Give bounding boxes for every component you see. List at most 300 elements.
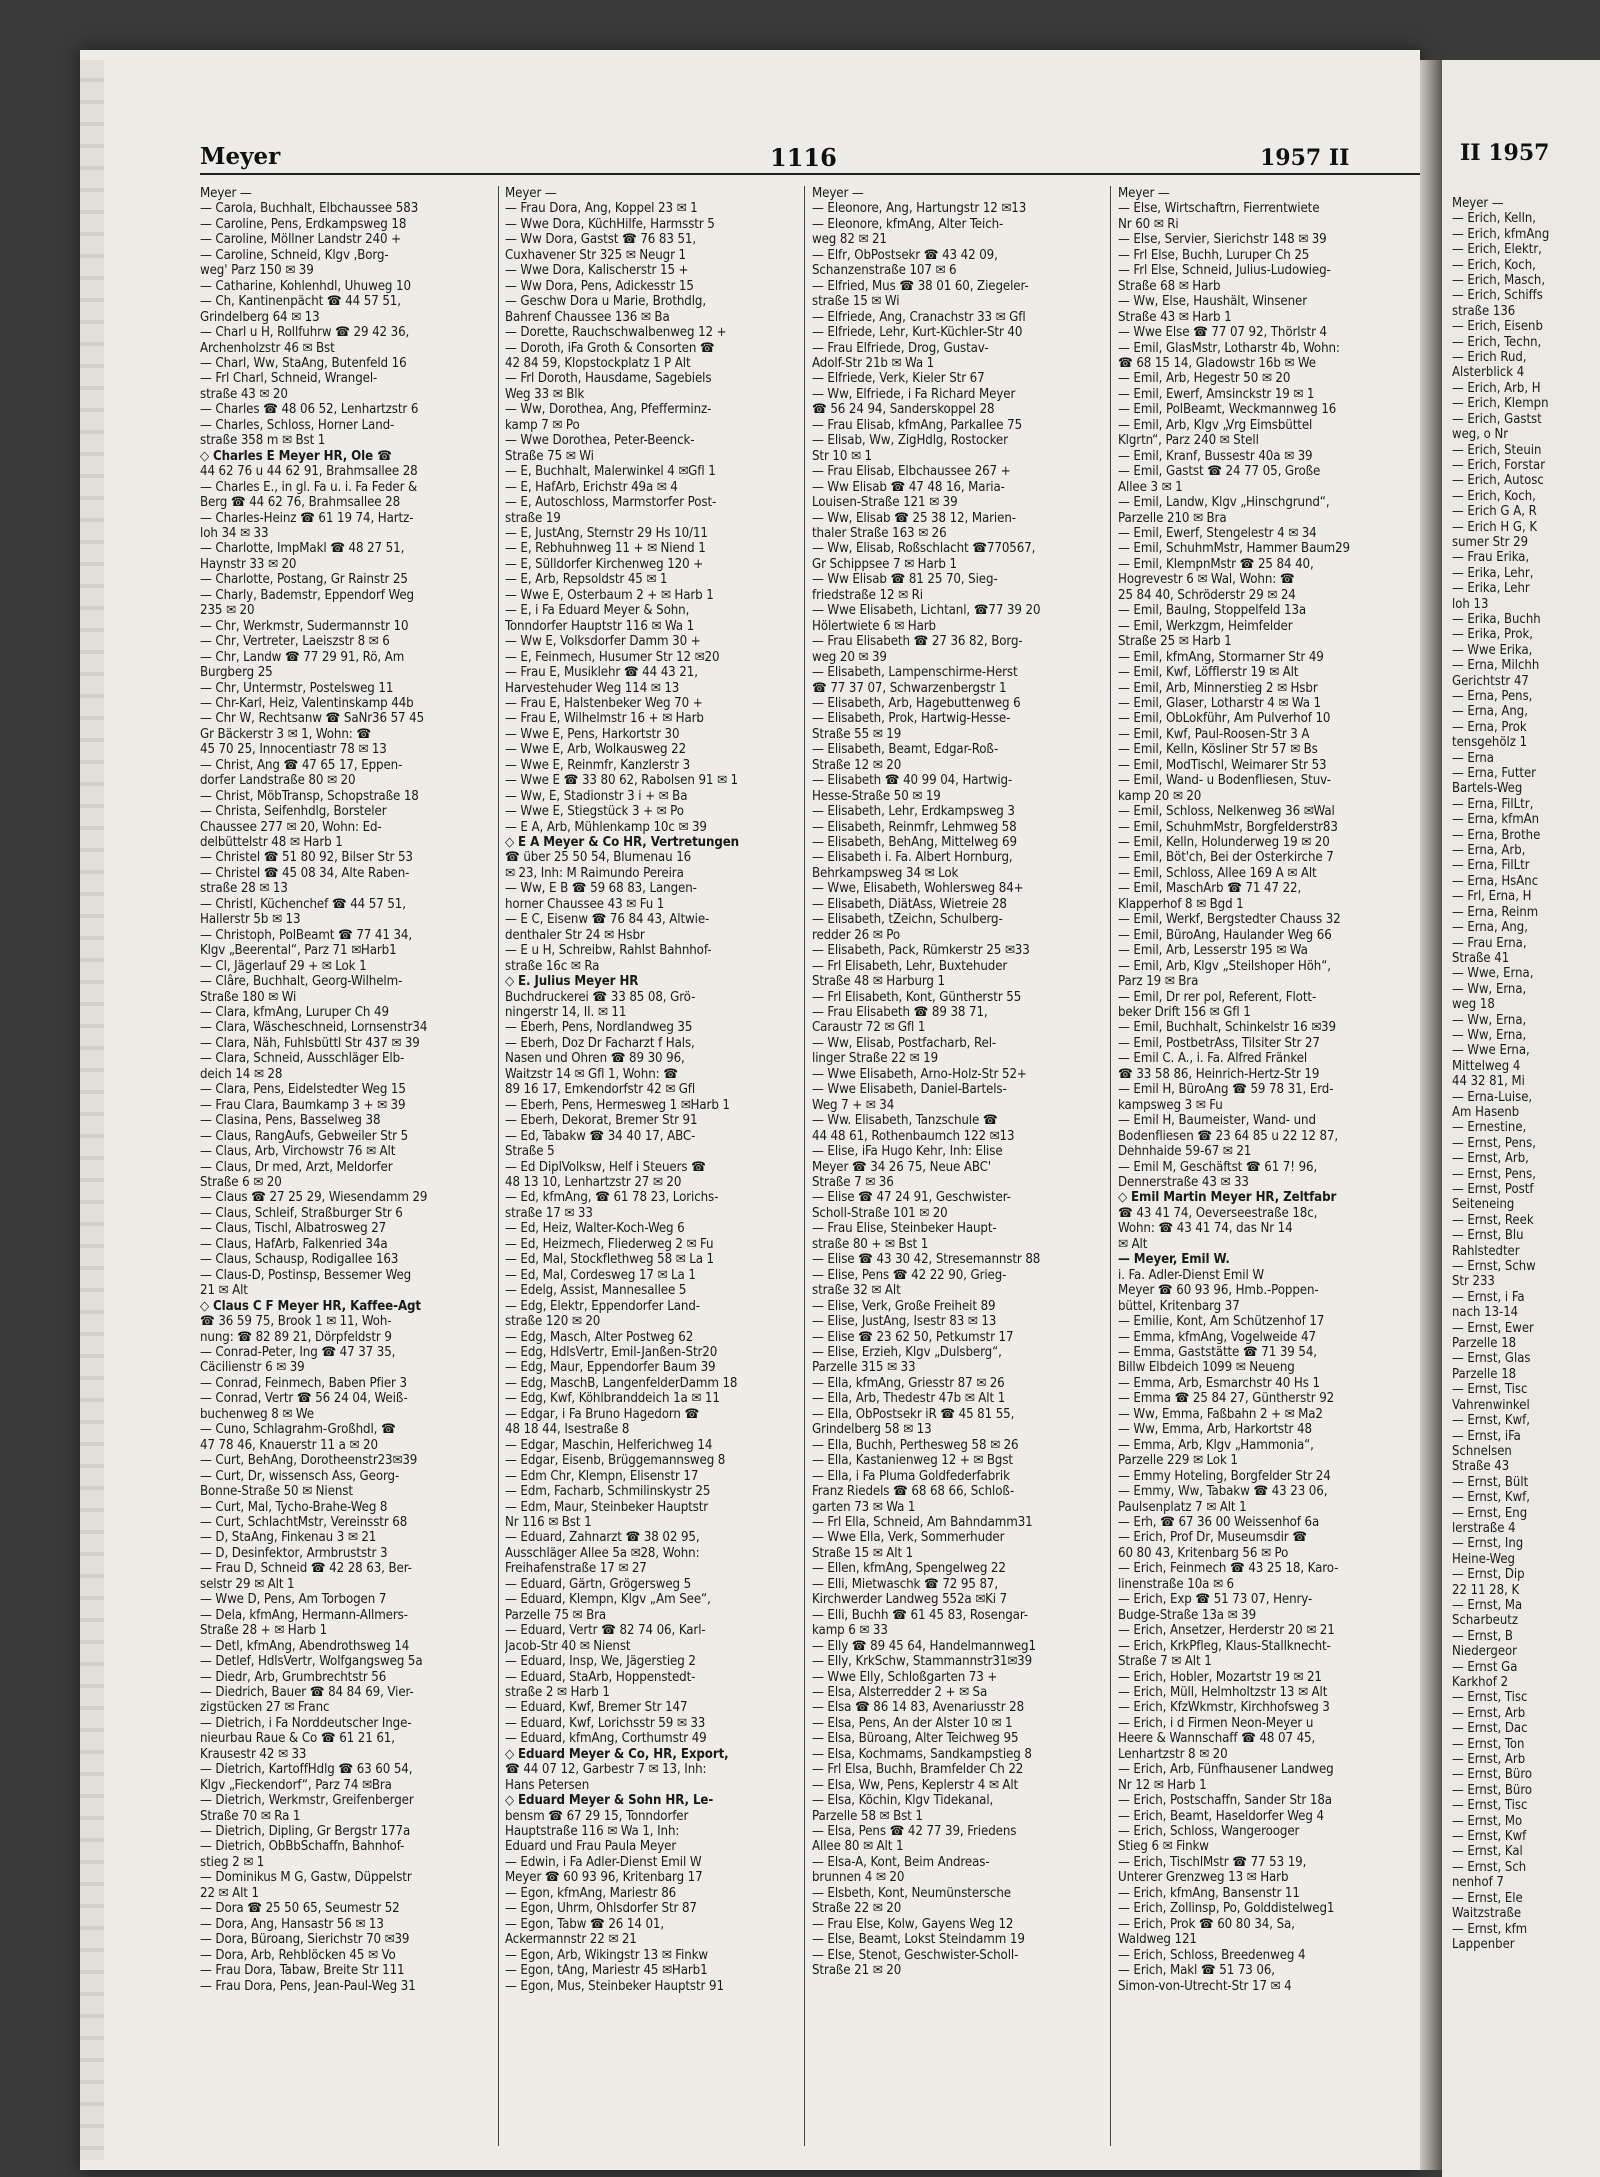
column-divider [804, 186, 805, 2146]
directory-entry-line: Meyer ☎ 60 93 96, Kritenbarg 17 [505, 1870, 703, 1886]
directory-entry-line: — Emil, Arb, Klgv „Steilshoper Höh“, [1118, 958, 1331, 974]
directory-entry-line: Hallerstr 5b ✉ 13 [200, 912, 301, 928]
directory-entry-line: — Claus, HafArb, Falkenried 34a [200, 1236, 388, 1252]
directory-entry-line: 25 84 40, Schröderstr 29 ✉ 24 [1118, 587, 1296, 603]
directory-entry-line: — Ww, Emma, Arb, Harkortstr 48 [1118, 1422, 1312, 1438]
directory-entry-line: Tonndorfer Hauptstr 116 ✉ Wa 1 [505, 618, 695, 634]
directory-entry-line: — Erich, i d Firmen Neon-Meyer u [1118, 1715, 1314, 1731]
directory-entry-line: — Elli, Buchh ☎ 61 45 83, Rosengar- [812, 1607, 1028, 1623]
facing-page-header: II 1957 [1460, 140, 1550, 166]
facing-page-column [1452, 196, 1600, 2176]
directory-entry-line: — Clara, Schneid, Ausschläger Elb- [200, 1051, 405, 1067]
directory-entry-line: Cäcilienstr 6 ✉ 39 [200, 1360, 305, 1376]
directory-entry-line: — Erich, Müll, Helmholtzstr 13 ✉ Alt [1118, 1684, 1328, 1700]
directory-entry-line: — E A, Arb, Mühlenkamp 10c ✉ 39 [505, 819, 707, 835]
directory-entry-line: Str 10 ✉ 1 [812, 448, 872, 464]
directory-entry-line: Parzelle 58 ✉ Bst 1 [812, 1808, 923, 1824]
directory-entry-line: — Ernst, Pens, [1452, 1135, 1536, 1151]
directory-entry-line: Jacob-Str 40 ✉ Nienst [505, 1638, 631, 1654]
directory-entry-line: — Ernst, Kwf [1452, 1829, 1527, 1845]
directory-entry-line: — Dietrich, KartoffHdlg ☎ 63 60 54, [200, 1762, 413, 1778]
directory-entry-line: — Frl Else, Schneid, Julius-Ludowieg- [1118, 263, 1331, 279]
directory-entry-line: — Edgar, Eisenb, Brüggemannsweg 8 [505, 1453, 726, 1469]
directory-entry-line: horner Chaussee 43 ✉ Fu 1 [505, 896, 665, 912]
directory-entry-line: — Christoph, PolBeamt ☎ 77 41 34, [200, 927, 413, 943]
directory-entry-line: — Else, Wirtschaftrn, Fierrentwiete [1118, 201, 1320, 217]
directory-entry-line: — Edg, Kwf, Köhlbranddeich 1a ✉ 11 [505, 1391, 720, 1407]
directory-entry-line: — Emil, KlempnMstr ☎ 25 84 40, [1118, 556, 1314, 572]
directory-entry-line: — Elise, Verk, Große Freiheit 89 [812, 1298, 996, 1314]
directory-entry-line: — Wwe E ☎ 33 80 62, Rabolsen 91 ✉ 1 [505, 773, 738, 789]
directory-entry-line: — Erich, KrkPfleg, Klaus-Stallknecht- [1118, 1638, 1331, 1654]
directory-entry-line: weg 18 [1452, 997, 1495, 1013]
directory-entry-line: — Claus, Tischl, Albatrosweg 27 [200, 1221, 387, 1237]
directory-entry-line: — Egon, Uhrm, Ohlsdorfer Str 87 [505, 1901, 697, 1917]
header-rule [200, 173, 1420, 175]
directory-entry-line: bensm ☎ 67 29 15, Tonndorfer [505, 1808, 689, 1824]
directory-entry-line: — Chr, Vertreter, Laeiszstr 8 ✉ 6 [200, 634, 390, 650]
directory-entry-line: — Emilie, Kont, Am Schützenhof 17 [1118, 1314, 1325, 1330]
directory-entry-line: — Ww, Else, Haushält, Winsener [1118, 294, 1308, 310]
directory-entry-line: loh 13 [1452, 596, 1489, 612]
directory-entry-line: ☎ 44 07 12, Garbestr 7 ✉ 13, Inh: [505, 1762, 707, 1778]
directory-entry-line: — Erich, Masch, [1452, 273, 1546, 289]
directory-entry-line: — Wwe D, Pens, Am Torbogen 7 [200, 1592, 387, 1608]
directory-entry-line: Buchdruckerei ☎ 33 85 08, Grö- [505, 989, 696, 1005]
directory-entry-line: — Emil H, BüroAng ☎ 59 78 31, Erd- [1118, 1082, 1334, 1098]
directory-entry-line: linenstraße 10a ✉ 6 [1118, 1576, 1234, 1592]
directory-entry-line: — Erich, Ansetzer, Herderstr 20 ✉ 21 [1118, 1623, 1335, 1639]
directory-entry-line: — Erich, Schloss, Wangerooger [1118, 1824, 1300, 1840]
directory-entry-line: beker Drift 156 ✉ Gfl 1 [1118, 1005, 1251, 1021]
directory-entry-line: — Ed, Mal, Cordesweg 17 ✉ La 1 [505, 1267, 696, 1283]
directory-entry-line: — Erich H G, K [1452, 519, 1538, 535]
directory-entry-line: — Wwe Dora, KüchHilfe, Harmsstr 5 [505, 216, 715, 232]
directory-entry-line: ☎ 56 24 94, Sanderskoppel 28 [812, 402, 995, 418]
directory-entry-line: — Caroline, Möllner Landstr 240 + [200, 232, 401, 248]
directory-entry-line: — Eleonore, Ang, Hartungstr 12 ✉13 [812, 201, 1027, 217]
directory-entry-line: — Elsa, Pens ☎ 42 77 39, Friedens [812, 1824, 1017, 1840]
directory-entry-line: 44 32 81, Mi [1452, 1074, 1525, 1090]
directory-entry-line: loh 34 ✉ 33 [200, 525, 269, 541]
directory-entry-line: — Frau D, Schneid ☎ 42 28 63, Ber- [200, 1561, 412, 1577]
directory-entry-line: — Wwe Dora, Kalischerstr 15 + [505, 263, 689, 279]
directory-entry-line: — Erich, Schiffs [1452, 288, 1543, 304]
directory-entry-line: Nr 12 ✉ Harb 1 [1118, 1777, 1207, 1793]
directory-entry-line: — Emil, Baulng, Stoppelfeld 13a [1118, 603, 1307, 619]
directory-entry-line: — Elfried, Mus ☎ 38 01 60, Ziegeler- [812, 278, 1029, 294]
directory-entry-line: Straße 15 ✉ Alt 1 [812, 1545, 914, 1561]
directory-entry-line: — Emil H, Baumeister, Wand- und [1118, 1113, 1316, 1129]
directory-entry-line: — Ernst, Ewer [1452, 1320, 1534, 1336]
directory-entry-line: Scholl-Straße 101 ✉ 20 [812, 1205, 948, 1221]
directory-entry-line: — Claus ☎ 27 25 29, Wiesendamm 29 [200, 1190, 428, 1206]
directory-entry-line: Parzelle 315 ✉ 33 [812, 1360, 916, 1376]
directory-entry-line: — Ww Dora, Gastst ☎ 76 83 51, [505, 232, 697, 248]
directory-entry-line: — Emil, Landw, Klgv „Hinschgrund“, [1118, 495, 1330, 511]
directory-entry-line: — Elsa, Pens, An der Alster 10 ✉ 1 [812, 1715, 1013, 1731]
directory-entry-line: — Elise, JustAng, Isestr 83 ✉ 13 [812, 1314, 997, 1330]
directory-entry-line: — Ernst, Blu [1452, 1228, 1524, 1244]
directory-entry-line: — Erna, Reinm [1452, 904, 1539, 920]
directory-entry-line: Allee 80 ✉ Alt 1 [812, 1839, 904, 1855]
directory-entry-line: Alsterblick 4 [1452, 365, 1525, 381]
directory-entry-line: — Wwe Elly, Schloßgarten 73 + [812, 1669, 998, 1685]
directory-entry-line: — E, i Fa Eduard Meyer & Sohn, [505, 603, 690, 619]
directory-entry-line: Behrkampsweg 34 ✉ Lok [812, 865, 959, 881]
directory-entry-line: straße 32 ✉ Alt [812, 1283, 901, 1299]
directory-entry-line: — Dominikus M G, Gastw, Düppelstr [200, 1870, 412, 1886]
directory-entry-line: — Ernst, Büro [1452, 1767, 1533, 1783]
directory-entry-line: — Eberh, Dekorat, Bremer Str 91 [505, 1113, 698, 1129]
directory-entry-line: — Ww, Erna, [1452, 1012, 1527, 1028]
directory-entry-line: — Erich, Schloss, Breedenweg 4 [1118, 1947, 1306, 1963]
directory-entry-line: — Ch, Kantinenpächt ☎ 44 57 51, [200, 294, 401, 310]
directory-entry-line: — Frau Clara, Baumkamp 3 + ✉ 39 [200, 1097, 406, 1113]
directory-entry-line: Hogrevestr 6 ✉ Wal, Wohn: ☎ [1118, 572, 1295, 588]
directory-entry-line: — E u H, Schreibw, Rahlst Bahnhof- [505, 943, 712, 959]
directory-entry-line: — Detl, kfmAng, Abendrothsweg 14 [200, 1638, 410, 1654]
directory-entry-line: — Egon, Tabw ☎ 26 14 01, [505, 1916, 665, 1932]
directory-entry-line: — Frau E, Wilhelmstr 16 + ✉ Harb [505, 711, 704, 727]
directory-entry-line: — Emil, ObLokführ, Am Pulverhof 10 [1118, 711, 1331, 727]
directory-entry-line: Parzelle 229 ✉ Lok 1 [1118, 1453, 1238, 1469]
directory-entry-line: — Frl Elsa, Buchh, Bramfelder Ch 22 [812, 1762, 1024, 1778]
directory-entry-line: — Elise, Erzieh, Klgv „Dulsberg“, [812, 1344, 1002, 1360]
directory-entry-line: — Frau Elfriede, Drog, Gustav- [812, 340, 989, 356]
directory-entry-line: — E, HafArb, Erichstr 49a ✉ 4 [505, 479, 678, 495]
directory-entry-line: — Ww Dora, Pens, Adickesstr 15 [505, 278, 694, 294]
directory-entry-line: — Elisabeth ☎ 40 99 04, Hartwig- [812, 773, 1013, 789]
directory-entry-line: — Eduard, Kwf, Bremer Str 147 [505, 1700, 688, 1716]
directory-entry-line: — Ed, kfmAng, ☎ 61 78 23, Lorichs- [505, 1190, 719, 1206]
directory-entry-line: 22 11 28, K [1452, 1582, 1520, 1598]
directory-entry-line: — Curt, BehAng, Dorotheenstr23✉39 [200, 1453, 418, 1469]
directory-entry-line: Straße 25 ✉ Harb 1 [1118, 634, 1232, 650]
directory-entry-line: — Cuno, Schlagrahm-Großhdl, ☎ [200, 1422, 396, 1438]
directory-entry-line: — Erich, Gastst [1452, 411, 1542, 427]
directory-entry-line: Bartels-Weg [1452, 781, 1523, 797]
directory-entry-line: Dehnhaide 59-67 ✉ 21 [1118, 1144, 1252, 1160]
directory-entry-line: kamp 6 ✉ 33 [812, 1623, 888, 1639]
directory-entry-line: — Ella, Buchh, Perthesweg 58 ✉ 26 [812, 1437, 1019, 1453]
directory-entry-line: Caraustr 72 ✉ Gfl 1 [812, 1020, 926, 1036]
directory-entry-line: lerstraße 4 [1452, 1520, 1516, 1536]
directory-entry-line: — Erich Rud, [1452, 350, 1527, 366]
directory-entry-line: — Emil, Arb, Klgv „Vrg Eimsbüttel [1118, 417, 1313, 433]
directory-entry-line: — Ww, Erna, [1452, 1027, 1527, 1043]
directory-entry-line: — Emil, PolBeamt, Weckmannweg 16 [1118, 402, 1337, 418]
directory-entry-line: — Ernst, Kwf, [1452, 1490, 1530, 1506]
directory-entry-line: — E C, Eisenw ☎ 76 84 43, Altwie- [505, 912, 710, 928]
directory-entry-line: — Emil, Kelln, Kösliner Str 57 ✉ Bs [1118, 742, 1318, 758]
directory-entry-line: — Clara, kfmAng, Luruper Ch 49 [200, 1005, 389, 1021]
directory-entry-line: — Eduard, Klempn, Klgv „Am See“, [505, 1592, 711, 1608]
directory-entry-line: — Ww Elisab ☎ 47 48 16, Maria- [812, 479, 1005, 495]
directory-entry-line: — Erna, FilLtr, [1452, 796, 1534, 812]
directory-entry-line: — Edg, MaschB, LangenfelderDamm 18 [505, 1375, 738, 1391]
directory-entry-line: — Ernst, Eng [1452, 1505, 1528, 1521]
directory-entry-line: — Geschw Dora u Marie, Brothdlg, [505, 294, 707, 310]
directory-entry-line: — Erna, Arb, [1452, 843, 1526, 859]
directory-entry-line: — Chr-Karl, Heiz, Valentinskamp 44b [200, 695, 414, 711]
directory-entry-line: kamp 7 ✉ Po [505, 417, 580, 433]
directory-entry-line: — Elsa, Kochmams, Sandkampstieg 8 [812, 1746, 1032, 1762]
directory-entry-line: — Ww, Dorothea, Ang, Pfefferminz- [505, 402, 712, 418]
directory-entry-line: ◇ Eduard Meyer & Co, HR, Export, [505, 1746, 729, 1762]
directory-entry-line: — Curt, Mal, Tycho-Brahe-Weg 8 [200, 1499, 388, 1515]
directory-entry-line: — Ernst, Postf [1452, 1182, 1534, 1197]
directory-entry-line: — Erna, Brothe [1452, 827, 1541, 843]
directory-entry-line: — Elisabeth, Pack, Rümkerstr 25 ✉33 [812, 943, 1030, 959]
directory-entry-line: büttel, Kritenbarg 37 [1118, 1298, 1240, 1314]
directory-entry-line: — Emil, kfmAng, Stormarner Str 49 [1118, 649, 1324, 665]
directory-entry-line: — Eleonore, kfmAng, Alter Teich- [812, 216, 1004, 232]
directory-entry-line: — Elisabeth, Reinmfr, Lehmweg 58 [812, 819, 1017, 835]
directory-entry-line: — Ernst Ga [1452, 1659, 1518, 1675]
directory-entry-line: — Edm Chr, Klempn, Elisenstr 17 [505, 1468, 699, 1484]
directory-entry-line: 60 80 43, Kritenbarg 56 ✉ Po [1118, 1545, 1289, 1561]
directory-entry-line: Chaussee 277 ✉ 20, Wohn: Ed- [200, 819, 382, 835]
directory-entry-line: — Emil, GlasMstr, Lotharstr 4b, Wohn: [1118, 340, 1340, 356]
directory-entry-line: — Eduard, Insp, We, Jägerstieg 2 [505, 1654, 696, 1670]
directory-entry-line: — Christel ☎ 45 08 34, Alte Raben- [200, 865, 410, 881]
directory-entry-line: — Ernst, Tisc [1452, 1798, 1528, 1814]
directory-entry-line: — Egon, Mus, Steinbeker Hauptstr 91 [505, 1978, 724, 1994]
directory-entry-line: Gr Schippsee 7 ✉ Harb 1 [812, 556, 957, 572]
directory-entry-line: — Emil, Schloss, Allee 169 A ✉ Alt [1118, 865, 1317, 881]
directory-entry-line: — Elfriede, Lehr, Kurt-Küchler-Str 40 [812, 325, 1023, 341]
directory-entry-line: Dennerstraße 43 ✉ 33 [1118, 1175, 1249, 1190]
directory-entry-line: — Erich, Steuin [1452, 442, 1542, 458]
directory-entry-line: straße 80 + ✉ Bst 1 [812, 1236, 929, 1252]
directory-entry-line: — Elisabeth, Arb, Hagebuttenweg 6 [812, 695, 1021, 711]
directory-entry-line: Hesse-Straße 50 ✉ 19 [812, 788, 941, 804]
directory-entry-line: — Emma, Gaststätte ☎ 71 39 54, [1118, 1344, 1317, 1360]
directory-entry-line: ◇ E. Julius Meyer HR [505, 974, 639, 990]
column-heading: Meyer — [1118, 186, 1170, 201]
directory-entry-line: Heere & Wannschaff ☎ 48 07 45, [1118, 1731, 1316, 1747]
directory-entry-line: Nr 116 ✉ Bst 1 [505, 1514, 592, 1530]
directory-entry-line: — Charl u H, Rollfuhrw ☎ 29 42 36, [200, 325, 410, 341]
directory-entry-line: — Frl Charl, Schneid, Wrangel- [200, 371, 378, 387]
directory-entry-line: ☎ 33 58 86, Heinrich-Hertz-Str 19 [1118, 1066, 1320, 1082]
directory-entry-line: — Eduard, Vertr ☎ 82 74 06, Karl- [505, 1623, 706, 1639]
directory-entry-line: — Frau Erna, [1452, 935, 1527, 951]
directory-entry-line: — Elfriede, Verk, Kieler Str 67 [812, 371, 985, 387]
directory-entry-line: Klgrtn“, Parz 240 ✉ Stell [1118, 433, 1259, 449]
directory-entry-line: — Wwe Else ☎ 77 07 92, Thörlstr 4 [1118, 325, 1327, 341]
directory-entry-line: Str 233 [1452, 1274, 1495, 1290]
directory-entry-line: — Edm, Maur, Steinbeker Hauptstr [505, 1499, 709, 1515]
directory-entry-line: — Erich, Koch, [1452, 257, 1536, 273]
directory-entry-line: — Frau Else, Kolw, Gayens Weg 12 [812, 1916, 1014, 1932]
directory-entry-line: tensgehölz 1 [1452, 735, 1528, 751]
directory-entry-line: — Edelg, Assist, Mannesallee 5 [505, 1283, 687, 1299]
directory-entry-line: — Elisabeth, Lehr, Erdkampsweg 3 [812, 804, 1015, 820]
directory-entry-line: — Ed, Tabakw ☎ 34 40 17, ABC- [505, 1128, 696, 1144]
directory-entry-line: nung: ☎ 82 89 21, Dörpfeldstr 9 [200, 1329, 392, 1345]
directory-entry-line: nieurbau Raue & Co ☎ 61 21 61, [200, 1731, 395, 1747]
directory-entry-line: Rahlstedter [1452, 1243, 1520, 1259]
directory-entry-line: — Elisabeth i. Fa. Albert Hornburg, [812, 850, 1013, 866]
directory-entry-line: — Eduard, Zahnarzt ☎ 38 02 95, [505, 1530, 700, 1546]
directory-entry-line: Straße 22 ✉ 20 [812, 1901, 902, 1917]
directory-entry-line: Unterer Grenzweg 13 ✉ Harb [1118, 1870, 1289, 1886]
directory-entry-line: — Elsa, Köchin, Klgv Tidekanal, [812, 1793, 994, 1809]
column-1 [200, 186, 490, 2156]
directory-entry-line: — Ella, Kastanienweg 12 + ✉ Bgst [812, 1453, 1013, 1469]
directory-entry-line: — Ernst, Pens, [1452, 1166, 1536, 1182]
directory-entry-line: — Wwe Elisabeth, Daniel-Bartels- [812, 1082, 1007, 1098]
directory-entry-line: — Erika, Prok, [1452, 627, 1533, 643]
directory-entry-line: Weg 33 ✉ Blk [505, 386, 585, 402]
directory-entry-line: Budge-Straße 13a ✉ 39 [1118, 1607, 1257, 1623]
directory-entry-line: — Wwe Erna, [1452, 1043, 1530, 1059]
directory-entry-line: — Elfr, ObPostsekr ☎ 43 42 09, [812, 247, 998, 263]
directory-entry-line: — Frau Dora, Ang, Koppel 23 ✉ 1 [505, 201, 698, 217]
directory-entry-line: Haynstr 33 ✉ 20 [200, 556, 297, 572]
directory-entry-line: straße 16c ✉ Ra [505, 958, 600, 974]
directory-entry-line: Am Hasenb [1452, 1104, 1520, 1120]
directory-entry-line: — Emil, Schloss, Nelkenweg 36 ✉Wal [1118, 804, 1335, 820]
directory-entry-line: — Emmy, Ww, Tabakw ☎ 43 23 06, [1118, 1484, 1328, 1500]
directory-entry-line: straße 136 [1452, 303, 1516, 319]
directory-entry-line: Paulsenplatz 7 ✉ Alt 1 [1118, 1499, 1247, 1515]
directory-entry-line: — Ww, E, Stadionstr 3 i + ✉ Ba [505, 788, 688, 804]
directory-entry-line: — Frau Elisab, kfmAng, Parkallee 75 [812, 417, 1023, 433]
directory-entry-line: — Edg, Masch, Alter Postweg 62 [505, 1329, 694, 1345]
directory-entry-line: — Charl, Ww, StaAng, Butenfeld 16 [200, 355, 407, 371]
directory-entry-line: weg' Parz 150 ✉ 39 [200, 263, 314, 279]
page-number: 1116 [770, 143, 837, 172]
directory-entry-line: — Erich, Makl ☎ 51 73 06, [1118, 1963, 1275, 1979]
directory-entry-line: — Elsa, Ww, Pens, Keplerstr 4 ✉ Alt [812, 1777, 1019, 1793]
directory-entry-line: — Erich, Autosc [1452, 473, 1544, 489]
directory-entry-line: ☎ 77 37 07, Schwarzenbergstr 1 [812, 680, 1007, 696]
directory-entry-line: sumer Str 29 [1452, 534, 1529, 550]
directory-entry-line: ◇ E A Meyer & Co HR, Vertretungen [505, 835, 740, 851]
directory-entry-line: — Eberh, Pens, Hermesweg 1 ✉Harb 1 [505, 1097, 730, 1113]
directory-entry-line: — Ww, E B ☎ 59 68 83, Langen- [505, 881, 697, 897]
directory-entry-line: — Ernst, iFa [1452, 1428, 1521, 1444]
directory-entry-line: ☎ 68 15 14, Gladowstr 16b ✉ We [1118, 355, 1316, 371]
directory-entry-line: — Wwe E, Reinmfr, Kanzlerstr 3 [505, 757, 691, 773]
directory-entry-line: — Emil, Gastst ☎ 24 77 05, Große [1118, 464, 1321, 480]
directory-entry-line: Simon-von-Utrecht-Str 17 ✉ 4 [1118, 1978, 1292, 1994]
directory-entry-line: — Frau E, Musiklehr ☎ 44 43 21, [505, 665, 698, 681]
directory-entry-line: — Wwe Elisabeth, Arno-Holz-Str 52+ [812, 1066, 1027, 1082]
directory-entry-line: Eduard und Frau Paula Meyer [505, 1839, 677, 1855]
directory-entry-line: — Elisabeth, Prok, Hartwig-Hesse- [812, 711, 1011, 727]
directory-entry-line: 45 70 25, Innocentiastr 78 ✉ 13 [200, 742, 387, 758]
directory-entry-line: — Ww E, Volksdorfer Damm 30 + [505, 634, 701, 650]
directory-entry-line: Meyer ☎ 60 93 96, Hmb.-Poppen- [1118, 1283, 1319, 1299]
directory-entry-line: — Erh, ☎ 67 36 00 Weissenhof 6a [1118, 1514, 1320, 1530]
directory-entry-line: — Ella, ObPostsekr iR ☎ 45 81 55, [812, 1406, 1015, 1422]
directory-entry-line: — Dora, Büroang, Sierichstr 70 ✉39 [200, 1932, 410, 1948]
directory-entry-line: — Christ, Ang ☎ 47 65 17, Eppen- [200, 757, 403, 773]
directory-entry-line: — Emil, Kwf, Paul-Roosen-Str 3 A [1118, 726, 1310, 742]
directory-entry-line: ◇ Claus C F Meyer HR, Kaffee-Agt [200, 1298, 421, 1314]
directory-entry-line: — Emma, kfmAng, Vogelweide 47 [1118, 1329, 1316, 1345]
directory-entry-line: — Charlotte, Postang, Gr Rainstr 25 [200, 572, 408, 588]
directory-entry-line: — Emil M, Geschäftst ☎ 61 7! 96, [1118, 1159, 1318, 1175]
directory-entry-line: 42 84 59, Klopstockplatz 1 P Alt [505, 355, 691, 371]
page-gutter [1420, 60, 1442, 2170]
directory-entry-line: — Wwe Ella, Verk, Sommerhuder [812, 1530, 1005, 1546]
directory-entry-line: — Elise ☎ 47 24 91, Geschwister- [812, 1190, 1011, 1206]
directory-entry-line: — Frl Ella, Schneid, Am Bahndamm31 [812, 1514, 1033, 1530]
directory-entry-line: — Erna, Prok [1452, 719, 1527, 735]
directory-entry-line: — Diedrich, Bauer ☎ 84 84 69, Vier- [200, 1684, 414, 1700]
directory-entry-line: kamp 20 ✉ 20 [1118, 788, 1202, 804]
directory-entry-line: — Elsa, Alsterredder 2 + ✉ Sa [812, 1684, 988, 1700]
directory-entry-line: — Frl, Erna, H [1452, 889, 1532, 905]
directory-entry-line: — Emil, ModTischl, Weimarer Str 53 [1118, 757, 1327, 773]
directory-entry-line: straße 120 ✉ 20 [505, 1314, 601, 1330]
directory-entry-line: nach 13-14 [1452, 1305, 1519, 1321]
directory-entry-line: — Dietrich, Dipling, Gr Bergstr 177a [200, 1824, 411, 1840]
directory-entry-line: — Edgar, i Fa Bruno Hagedorn ☎ [505, 1406, 700, 1422]
directory-entry-line: — Erich, Kelln, [1452, 211, 1536, 227]
directory-entry-line: 47 78 46, Knauerstr 11 a ✉ 20 [200, 1437, 378, 1453]
directory-entry-line: — Emil, Kranf, Bussestr 40a ✉ 39 [1118, 448, 1313, 464]
directory-entry-line: — Claus, RangAufs, Gebweiler Str 5 [200, 1128, 409, 1144]
directory-entry-line: Kirchwerder Landweg 552a ✉Ki 7 [812, 1592, 1008, 1608]
directory-entry-line: — Claus, Arb, Virchowstr 76 ✉ Alt [200, 1144, 396, 1160]
directory-entry-line: weg 20 ✉ 39 [812, 649, 887, 665]
column-heading: Meyer — [200, 186, 252, 201]
directory-entry-line: Harvestehuder Weg 114 ✉ 13 [505, 680, 680, 696]
directory-entry-line: — Wwe Erika, [1452, 642, 1533, 658]
directory-entry-line: Karkhof 2 [1452, 1675, 1509, 1690]
directory-entry-line: Bonne-Straße 50 ✉ Nienst [200, 1484, 353, 1500]
directory-entry-line: — Ww, Elisab, Postfacharb, Rel- [812, 1035, 997, 1051]
directory-entry-line: — Elfriede, Ang, Cranachstr 33 ✉ Gfl [812, 309, 1026, 325]
directory-entry-line: Straße 43 ✉ Harb 1 [1118, 309, 1232, 325]
directory-entry-line: — Ernst, Ele [1452, 1890, 1523, 1906]
directory-entry-line: — Edm, Facharb, Schmilinskystr 25 [505, 1484, 711, 1500]
directory-entry-line: — Egon, Arb, Wikingstr 13 ✉ Finkw [505, 1947, 708, 1963]
directory-entry-line: — Erich, Elektr, [1452, 242, 1542, 258]
directory-entry-line: selstr 29 ✉ Alt 1 [200, 1576, 295, 1592]
directory-entry-line: — Erich, Postschaffn, Sander Str 18a [1118, 1793, 1332, 1809]
directory-entry-line: — Caroline, Pens, Erdkampsweg 18 [200, 216, 407, 232]
directory-entry-line: — Emma, Arb, Esmarchstr 40 Hs 1 [1118, 1375, 1320, 1391]
directory-entry-line: — Clara, Pens, Eidelstedter Weg 15 [200, 1082, 406, 1098]
directory-entry-line: — Clara, Wäscheschneid, Lornsenstr34 [200, 1020, 428, 1036]
directory-entry-line: — Wwe Dorothea, Peter-Beenck- [505, 433, 695, 449]
directory-entry-line: Straße 180 ✉ Wi [200, 989, 297, 1005]
directory-entry-line: — Ww, Elisab, Roßschlacht ☎770567, [812, 541, 1036, 557]
directory-entry-line: — Erna, kfmAn [1452, 812, 1540, 828]
directory-entry-line: — Chr, Werkmstr, Sudermannstr 10 [200, 618, 409, 634]
directory-entry-line: Straße 7 ✉ Alt 1 [1118, 1654, 1212, 1670]
directory-entry-line: — Ed, Heizmech, Fliederweg 2 ✉ Fu [505, 1236, 714, 1252]
directory-entry-line: straße 358 m ✉ Bst 1 [200, 433, 326, 449]
directory-entry-line: Parzelle 210 ✉ Bra [1118, 510, 1227, 526]
directory-entry-line: — Ed, Mal, Stockflethweg 58 ✉ La 1 [505, 1252, 714, 1268]
directory-entry-line: — Edg, Maur, Eppendorfer Baum 39 [505, 1360, 716, 1376]
directory-entry-line: — Meyer, Emil W. [1118, 1252, 1230, 1268]
directory-entry-line: — Ernst, Tisc [1452, 1690, 1528, 1706]
directory-entry-line: — Emil, Glaser, Lotharstr 4 ✉ Wa 1 [1118, 695, 1321, 711]
directory-entry-line: — Erika, Lehr, [1452, 565, 1534, 581]
directory-entry-line: ☎ 43 41 74, Oeverseestraße 18c, [1118, 1205, 1318, 1221]
directory-entry-line: Cuxhavener Str 325 ✉ Neugr 1 [505, 247, 686, 263]
directory-entry-line: — E, Rebhuhnweg 11 + ✉ Niend 1 [505, 541, 706, 557]
